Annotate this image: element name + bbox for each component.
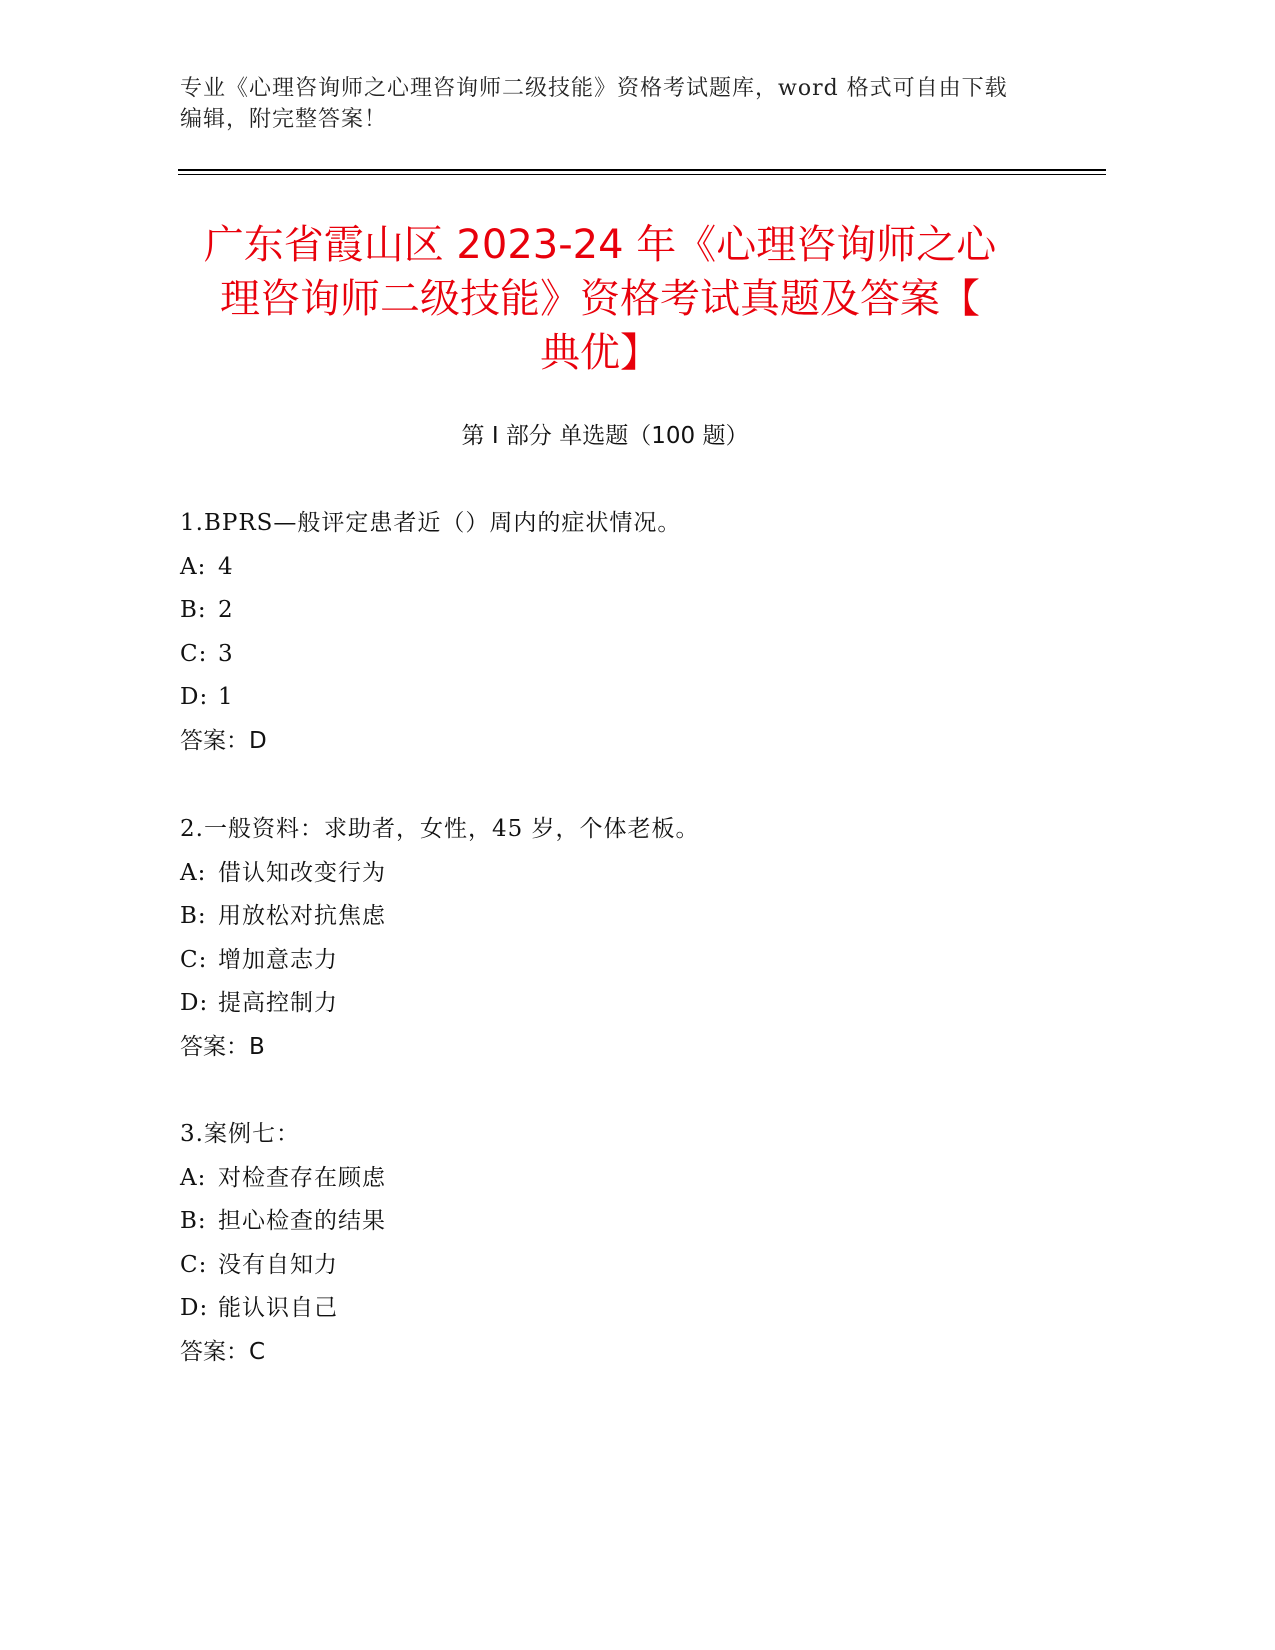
document-title [170,218,1030,380]
option-d [180,681,1080,725]
header-note-line-2: 编辑，附完整答案！ [180,107,388,132]
option-text: 4 [218,553,234,580]
option-a [180,551,1080,595]
section-heading: 第 I 部分 单选题（100 题） [461,423,749,449]
option-key: A: [180,553,207,580]
question-3 [180,1118,1080,1379]
option-text: 对检查存在顾虑 [218,1164,386,1191]
option-key: B: [180,1208,207,1234]
option-text: 用放松对抗焦虑 [218,903,386,929]
header-divider [178,169,1106,175]
option-text: 3 [218,640,234,667]
option-d [180,987,1080,1031]
document-title-line-2: 理咨询师二级技能》资格考试真题及答案【 [220,276,980,322]
option-key: C: [180,640,208,667]
option-text: 借认知改变行为 [218,859,386,886]
option-key: C: [180,1251,208,1278]
option-b [180,594,1080,638]
answer: 答案：C [180,1338,266,1365]
option-text: 担心检查的结果 [218,1208,386,1234]
question-stem: 3.案例七： [180,1121,300,1147]
question-stem: 2.一般资料：求助者，女性，45 岁，个体老板。 [180,816,700,842]
option-b [180,900,1080,944]
question-1 [180,507,1080,768]
option-text: 能认识自己 [218,1295,338,1321]
option-text: 2 [218,597,234,623]
option-c [180,944,1080,988]
option-key: D: [180,684,209,710]
question-2 [180,813,1080,1074]
option-a [180,857,1080,901]
option-key: B: [180,597,207,623]
option-key: A: [180,859,207,886]
header-divider-thin [178,174,1106,175]
option-text: 提高控制力 [218,990,338,1016]
option-text: 没有自知力 [218,1251,338,1278]
option-text: 增加意志力 [218,946,338,973]
option-key: C: [180,946,208,973]
option-key: D: [180,990,209,1016]
header-note-line-1: 专业《心理咨询师之心理咨询师二级技能》资格考试题库，word 格式可自由下载 [180,76,1008,101]
question-stem: 1.BPRS—般评定患者近（）周内的症状情况。 [180,510,682,536]
option-key: D: [180,1295,209,1321]
option-a [180,1162,1080,1206]
answer: 答案：B [180,1033,265,1060]
option-c [180,638,1080,682]
header-note [180,73,1040,135]
document-title-line-3: 典优】 [540,330,660,376]
option-text: 1 [218,684,234,710]
option-b [180,1205,1080,1249]
document-title-line-1: 广东省霞山区 2023-24 年《心理咨询师之心 [203,222,997,268]
option-key: A: [180,1164,207,1191]
answer: 答案：D [180,727,267,754]
option-key: B: [180,903,207,929]
option-d [180,1292,1080,1336]
option-c [180,1249,1080,1293]
header-divider-thick [178,169,1106,171]
